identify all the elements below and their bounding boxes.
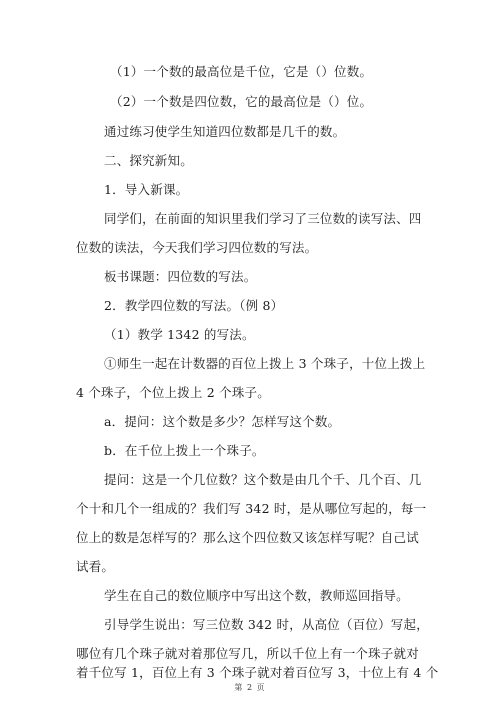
text-line: 学生在自己的数位顺序中写出这个数，教师巡回指导。 xyxy=(104,588,409,603)
text-line: 通过练习使学生知道四位数都是几千的数。 xyxy=(104,124,346,139)
text-line: 着千位写 1，百位上有 3 个珠子就对着百位写 3，十位上有 4 个 xyxy=(76,665,439,680)
page-number: 第 2 页 xyxy=(234,683,266,692)
text-line: 提问：这是一个几位数？这个数是由几个千、几个百、几 xyxy=(104,472,422,487)
text-line: b．在千位上拨上一个珠子。 xyxy=(104,443,265,458)
text-line: 位数的读法，今天我们学习四位数的写法。 xyxy=(76,240,318,255)
text-line: 同学们，在前面的知识里我们学习了三位数的读写法、四 xyxy=(104,211,422,226)
text-line: ①师生一起在计数器的百位上拨上 3 个珠子，十位上拨上 xyxy=(104,356,426,371)
text-line: a．提问：这个数是多少？怎样写这个数。 xyxy=(104,414,341,429)
text-line: 试看。 xyxy=(76,559,115,574)
section-heading: 二、探究新知。 xyxy=(104,153,193,168)
text-line: 板书课题：四位数的写法。 xyxy=(104,269,257,284)
text-line: （1）一个数的最高位是千位，它是（）位数。 xyxy=(110,64,373,79)
text-line: 2．教学四位数的写法。（例 8） xyxy=(104,298,284,313)
text-line: 个十和几个一组成的？我们写 342 时，是从哪位写起的，每一 xyxy=(76,501,427,516)
text-line: 4 个珠子，个位上拨上 2 个珠子。 xyxy=(76,385,270,400)
text-line: 哪位有几个珠子就对着那位写几，所以千位上有一个珠子就对 xyxy=(76,646,419,661)
text-line: 1．导入新课。 xyxy=(104,182,189,197)
text-line: 位上的数是怎样写的？那么这个四位数又该怎样写呢？自己试 xyxy=(76,530,419,545)
text-line: 引导学生说出：写三位数 342 时，从高位（百位）写起， xyxy=(104,617,429,632)
text-line: （2）一个数是四位数，它的最高位是（）位。 xyxy=(110,94,373,109)
text-line: （1）教学 1342 的写法。 xyxy=(104,327,255,342)
